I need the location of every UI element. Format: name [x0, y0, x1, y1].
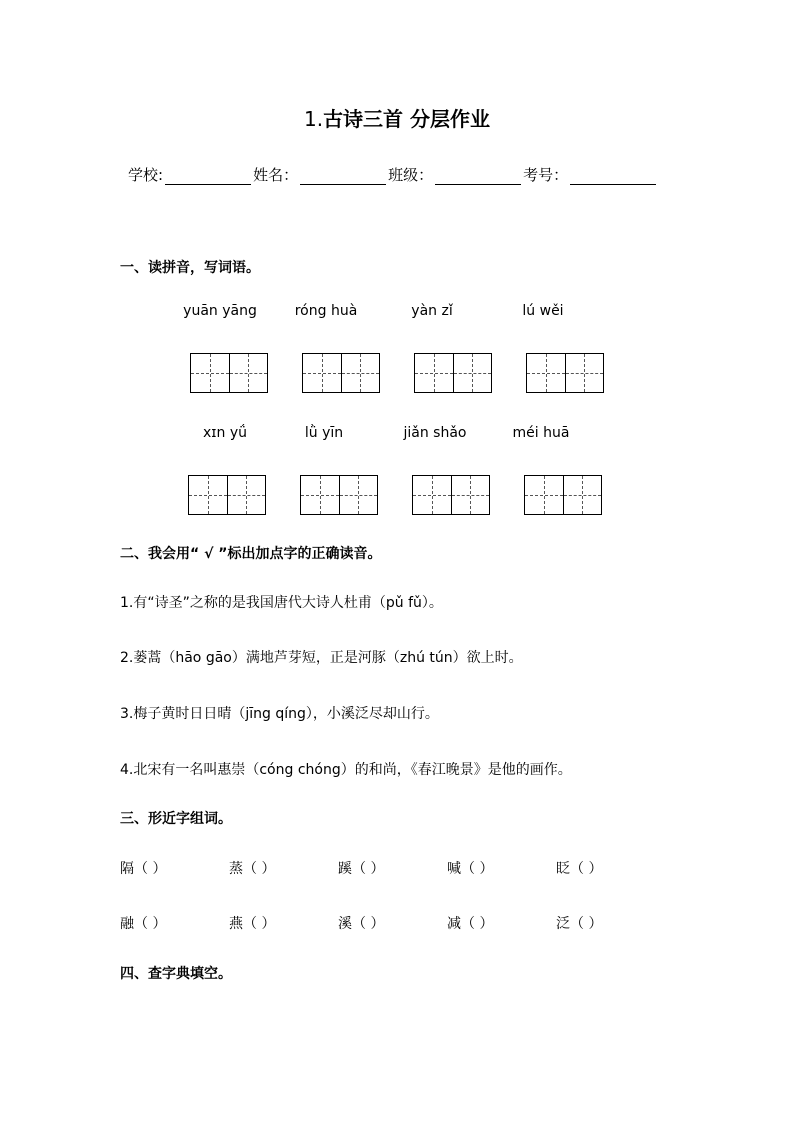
section3-heading: 三、形近字组词。 — [120, 811, 232, 827]
similar-char-item[interactable]: 燕（ ） — [229, 916, 276, 932]
class-label: 班级： — [388, 166, 434, 184]
section1-heading: 一、读拼音，写词语。 — [120, 260, 260, 276]
similar-char-item[interactable]: 隔（ ） — [120, 861, 167, 877]
writing-grid[interactable] — [524, 475, 602, 515]
school-field[interactable] — [165, 170, 251, 185]
pinyin-label: yàn zǐ — [411, 303, 453, 319]
pinyin-label: méi huā — [512, 425, 570, 441]
student-info-row — [128, 164, 656, 185]
question-2: 2.蒌蒿（hāo gāo）满地芦芽短，正是河豚（zhú tún）欲上时。 — [120, 650, 523, 666]
similar-char-item[interactable]: 融（ ） — [120, 916, 167, 932]
writing-grid[interactable] — [302, 353, 380, 393]
pinyin-label: lú wěi — [522, 303, 564, 319]
section4-heading: 四、查字典填空。 — [120, 966, 232, 982]
pinyin-label: jiǎn shǎo — [403, 425, 467, 441]
pinyin-label: xɪn yǘ — [203, 425, 247, 441]
writing-grid[interactable] — [188, 475, 266, 515]
section2-heading: 二、我会用“ √ ”标出加点字的正确读音。 — [120, 546, 382, 562]
similar-char-item[interactable]: 溪（ ） — [338, 916, 385, 932]
class-field[interactable] — [435, 170, 521, 185]
similar-char-item[interactable]: 减（ ） — [447, 916, 494, 932]
page-title — [0, 103, 794, 132]
name-label: 姓名： — [253, 166, 299, 184]
pinyin-label: lǜ yīn — [304, 425, 344, 441]
title-number: 1. — [303, 107, 324, 131]
similar-char-row — [120, 858, 665, 878]
similar-char-item[interactable]: 泛（ ） — [556, 916, 603, 932]
similar-char-item[interactable]: 眨（ ） — [556, 861, 603, 877]
name-field[interactable] — [300, 170, 386, 185]
question-1: 1.有“诗圣”之称的是我国唐代大诗人杜甫（pǔ fǔ）。 — [120, 595, 443, 611]
pinyin-label: róng huà — [294, 303, 358, 319]
exam-number-label: 考号： — [523, 166, 569, 184]
question-4: 4.北宋有一名叫惠崇（cóng chóng）的和尚，《春江晚景》是他的画作。 — [120, 762, 572, 778]
similar-char-item[interactable]: 喊（ ） — [447, 861, 494, 877]
similar-char-row — [120, 913, 665, 933]
similar-char-item[interactable]: 蹊（ ） — [338, 861, 385, 877]
pinyin-label: yuān yāng — [183, 303, 257, 319]
question-3: 3.梅子黄时日日晴（jīng qíng），小溪泛尽却山行。 — [120, 706, 439, 722]
exam-number-field[interactable] — [570, 170, 656, 185]
title-text: 古诗三首 分层作业 — [323, 107, 491, 131]
writing-grid[interactable] — [190, 353, 268, 393]
similar-char-item[interactable]: 蒸（ ） — [229, 861, 276, 877]
writing-grid[interactable] — [414, 353, 492, 393]
school-label: 学校: — [128, 166, 164, 184]
writing-grid[interactable] — [300, 475, 378, 515]
writing-grid[interactable] — [412, 475, 490, 515]
writing-grid[interactable] — [526, 353, 604, 393]
